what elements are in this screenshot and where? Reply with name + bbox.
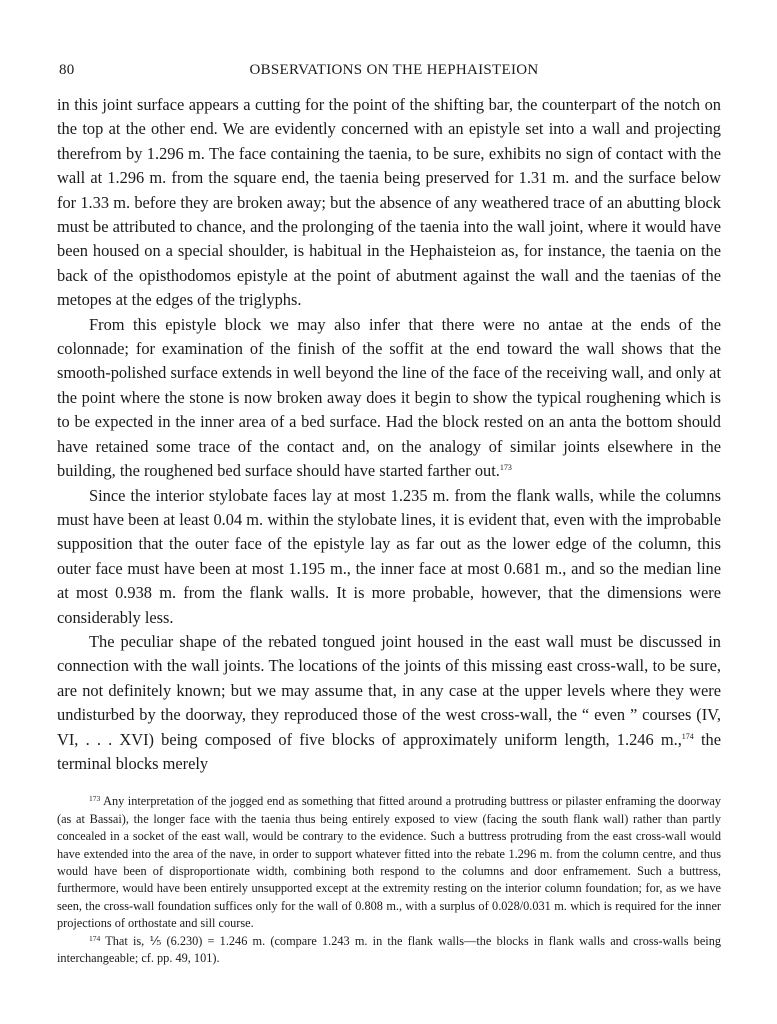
footnote-number: 174 xyxy=(89,933,101,943)
body-text xyxy=(57,93,721,776)
footnote-174 xyxy=(57,933,721,968)
footnote-text: Any interpretation of the jogged end as something that fitted around a protruding buttress or pilaster enframing the doorway (as at Bassai), the longer face with the taenia thus being entirely exposed to view (facing the south flank wall) rather than partly concealed in a socket of the east wall, would be contrary to the evidence. Such a buttress protruding from the east cross-wall would have extended into the area of the nave, in order to support whatever fitted into the rebate 1.296 m. from the column centre, and thus would have been of disproportionate width, combining both respond to the columns and door enframement. Such a buttress, furthermore, would have been entirely unsupported except at the extremity resting on the interior column foundation; for, as we have seen, the cross-wall foundation suffices only for the wall of 0.808 m., with a surplus of 0.028/0.031 m. which is required for the inner projections of orthostate and sill course. xyxy=(57,794,721,931)
paragraph-text: in this joint surface appears a cutting for the point of the shifting bar, the counterpart of the notch on the top at the other end. We are evidently concerned with an epistyle set into a wall and projecting therefrom by 1.296 m. The face containing the taenia, to be sure, exhibits no sign of contact with the wall at 1.296 m. from the square end, the taenia being preserved for 1.31 m. and the surface below for 1.33 m. before they are broken away; but the absence of any weathered trace of an abutting block must be attributed to chance, and the prolonging of the taenia into the wall joint, where it would have been housed on a special shoulder, is habitual in the Hephaisteion as, for instance, the taenia on the back of the opisthodomos epistyle at the point of abutment against the wall and the taenias of the metopes at the edges of the triglyphs. xyxy=(57,95,721,310)
footnote-text: That is, ⅕ (6.230) = 1.246 m. (compare 1.243 m. in the flank walls—the blocks in flank walls and cross-walls being interchangeable; cf. pp. 49, 101). xyxy=(57,933,721,966)
footnote-173 xyxy=(57,793,721,932)
page xyxy=(57,62,721,967)
paragraph-text-continued: the terminal blocks merely xyxy=(57,729,722,773)
page-number: 80 xyxy=(59,62,75,78)
paragraph-2 xyxy=(57,313,721,484)
paragraph-text: Since the interior stylobate faces lay at most 1.235 m. from the flank walls, while the columns must have been at least 0.04 m. within the stylobate lines, it is evident that, even with the improbable supposition that the outer face of the epistyle lay as far out as the lower edge of the column, this outer face must have been at most 1.195 m., the inner face at most 0.681 m., and so the median line at most 0.938 m. from the flank walls. It is more probable, however, that the dimensions were considerably less. xyxy=(57,485,721,627)
paragraph-text: The peculiar shape of the rebated tongued joint housed in the east wall must be discussed in connection with the wall joints. The locations of the joints of this missing east cross-wall, to be sure, are not definitely known; but we may assume that, in any case at the upper levels where they were undisturbed by the doorway, they reproduced those of the west cross-wall, the “ even ” courses (IV, VI, . . . XVI) being composed of five blocks of approximately uniform length, 1.246 m., xyxy=(57,631,721,749)
footnote-ref-173[interactable]: 173 xyxy=(499,463,512,473)
footnotes xyxy=(57,793,721,967)
paragraph-3 xyxy=(57,484,721,630)
paragraph-4 xyxy=(57,630,721,776)
paragraph-1 xyxy=(57,93,721,313)
footnote-number: 173 xyxy=(89,794,101,804)
running-head xyxy=(57,62,721,84)
paragraph-text: From this epistyle block we may also infer that there were no antae at the ends of the colonnade; for examination of the finish of the soffit at the end toward the wall shows that the smooth-polished surface extends in well beyond the line of the face of the receiving wall, and only at the point where the stone is now broken away does it begin to show the typical roughening which is to be expected in the inner area of a bed surface. Had the block rested on an anta the bottom should have retained some trace of the contact and, on the analogy of similar joints elsewhere in the building, the roughened bed surface should have started farther out. xyxy=(57,314,721,481)
footnote-ref-174[interactable]: 174 xyxy=(681,731,694,741)
running-title: OBSERVATIONS ON THE HEPHAISTEION xyxy=(249,62,539,78)
